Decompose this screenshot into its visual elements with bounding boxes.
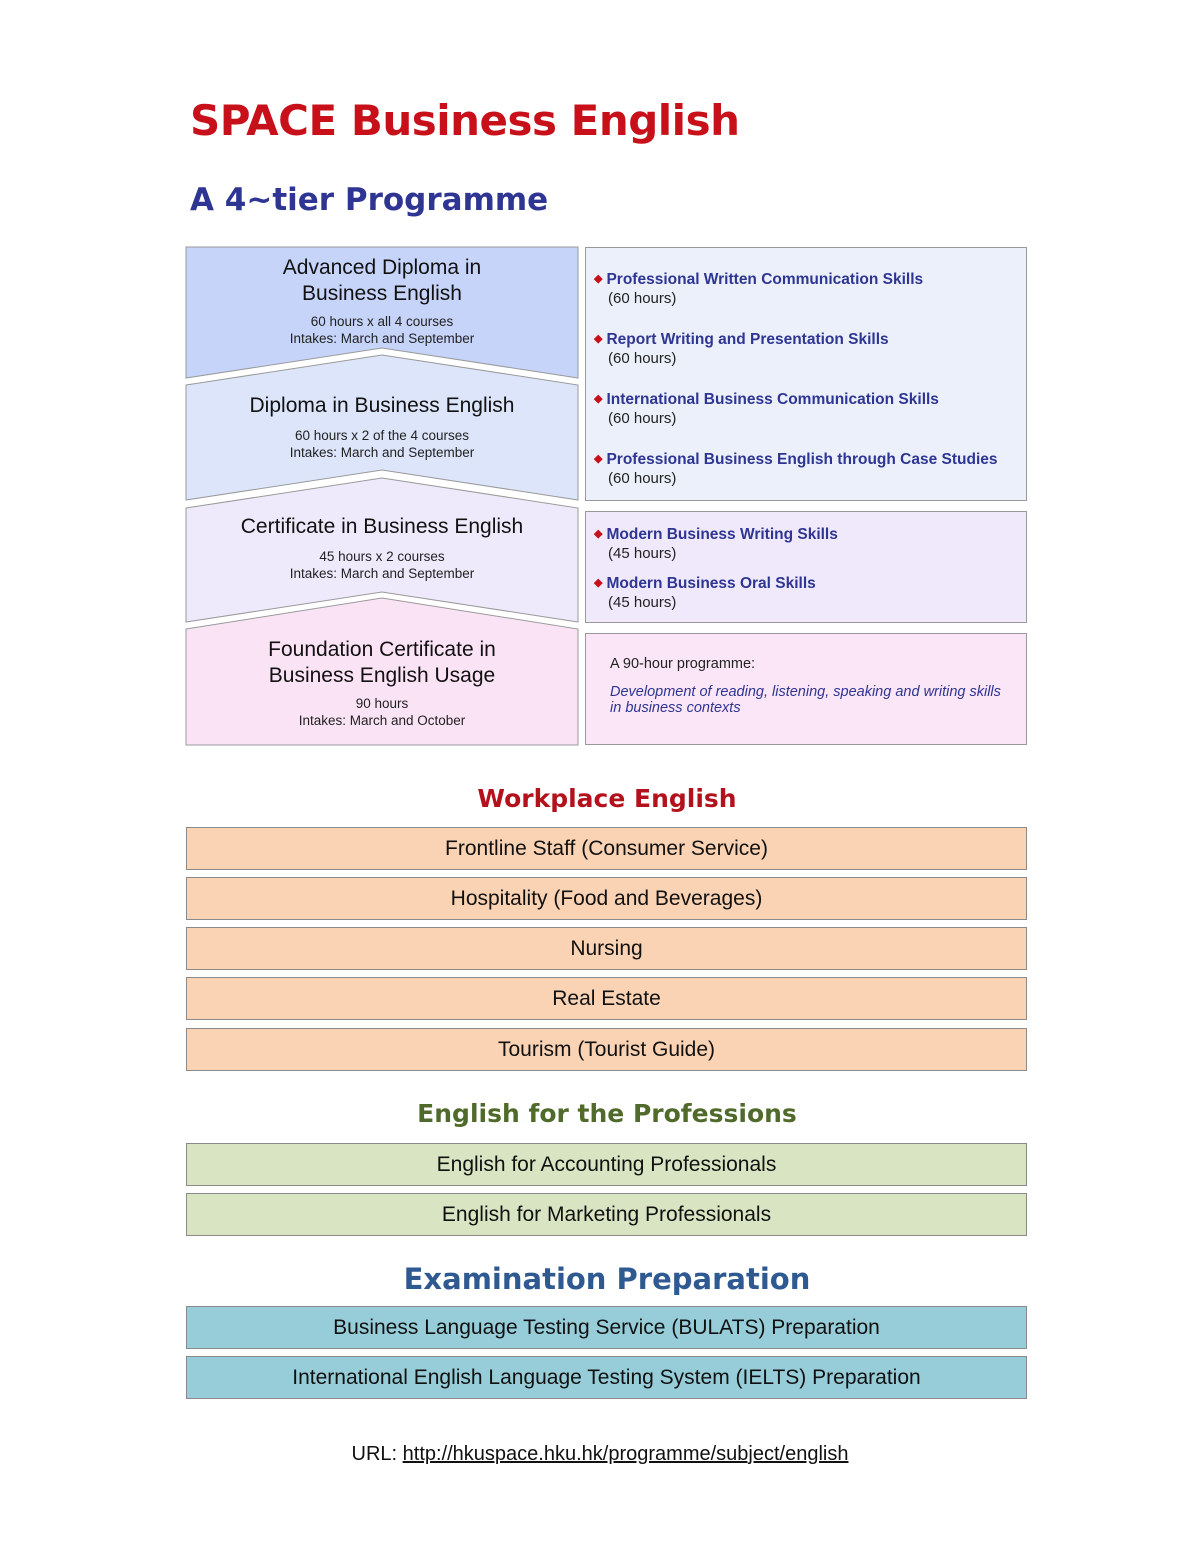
course-item [594,270,923,308]
course-name: Professional Business English through Case Studies [606,451,998,468]
exam-preparation-heading: Examination Preparation [403,1262,811,1296]
tier-hours: 60 hours x 2 of the 4 courses [294,428,470,443]
course-hours: (45 hours) [608,594,677,611]
course-item [594,525,838,563]
tier-name: Foundation Certificate in [268,638,496,661]
foundation-description [610,684,1020,716]
footer-url [0,1443,1200,1466]
course-name: Modern Business Oral Skills [606,575,816,592]
professions-heading: English for the Professions [417,1099,797,1128]
tier-intakes: Intakes: March and September [289,445,475,460]
tier-hours: 45 hours x 2 courses [319,549,445,564]
exam-course-bar: International English Language Testing System (IELTS) Preparation [186,1356,1027,1399]
page-title: SPACE Business English [190,96,740,145]
course-name: Report Writing and Presentation Skills [606,331,889,348]
tier-intakes: Intakes: March and September [289,331,475,346]
course-item [594,450,998,488]
workplace-course-bar: Nursing [186,927,1027,970]
diamond-bullet-icon: ◆ [594,453,603,465]
diploma-courses-box [585,247,1027,501]
course-hours: (60 hours) [608,470,677,487]
workplace-english-heading: Workplace English [477,784,737,813]
exam-course-bar: Business Language Testing Service (BULATS) Preparation [186,1306,1027,1349]
course-item [594,574,816,612]
workplace-course-bar: Frontline Staff (Consumer Service) [186,827,1027,870]
url-label: URL: [351,1443,398,1465]
tier-name: Certificate in Business English [240,515,524,538]
tier-name: Advanced Diploma in [282,256,482,279]
professions-course-bar: English for Marketing Professionals [186,1193,1027,1236]
certificate-courses-box [585,511,1027,623]
course-hours: (45 hours) [608,545,677,562]
tier-intakes: Intakes: March and October [298,713,466,728]
course-hours: (60 hours) [608,410,677,427]
course-item [594,330,889,368]
foundation-description-line: in business contexts [610,700,741,716]
programme-url-link[interactable]: http://hkuspace.hku.hk/programme/subject/english [402,1443,849,1465]
course-name: Modern Business Writing Skills [606,526,838,543]
course-hours: (60 hours) [608,290,677,307]
tier-hours: 90 hours [355,696,409,711]
tier-intakes: Intakes: March and September [289,566,475,581]
tier-foundation [186,637,578,729]
diamond-bullet-icon: ◆ [594,528,603,540]
foundation-intro: A 90-hour programme: [610,656,756,672]
page-subtitle: A 4~tier Programme [190,182,549,218]
course-name: Professional Written Communication Skills [606,271,924,288]
course-name: International Business Communication Skills [606,391,939,408]
workplace-course-bar: Tourism (Tourist Guide) [186,1028,1027,1071]
tier-name: Diploma in Business English [249,394,515,417]
foundation-description-box [585,633,1027,745]
tier-name: Business English Usage [268,664,496,687]
workplace-course-bar: Hospitality (Food and Beverages) [186,877,1027,920]
tier-name: Business English [302,282,462,305]
tier-hours: 60 hours x all 4 courses [310,314,454,329]
diamond-bullet-icon: ◆ [594,393,603,405]
diamond-bullet-icon: ◆ [594,333,603,345]
course-item [594,390,939,428]
professions-course-bar: English for Accounting Professionals [186,1143,1027,1186]
diamond-bullet-icon: ◆ [594,577,603,589]
workplace-course-bar: Real Estate [186,977,1027,1020]
foundation-description-line: Development of reading, listening, speaking and writing skills [610,684,1001,700]
course-hours: (60 hours) [608,350,677,367]
diamond-bullet-icon: ◆ [594,273,603,285]
tier-diploma [186,393,578,461]
tier-advanced-diploma [186,255,578,347]
tier-certificate [186,514,578,582]
